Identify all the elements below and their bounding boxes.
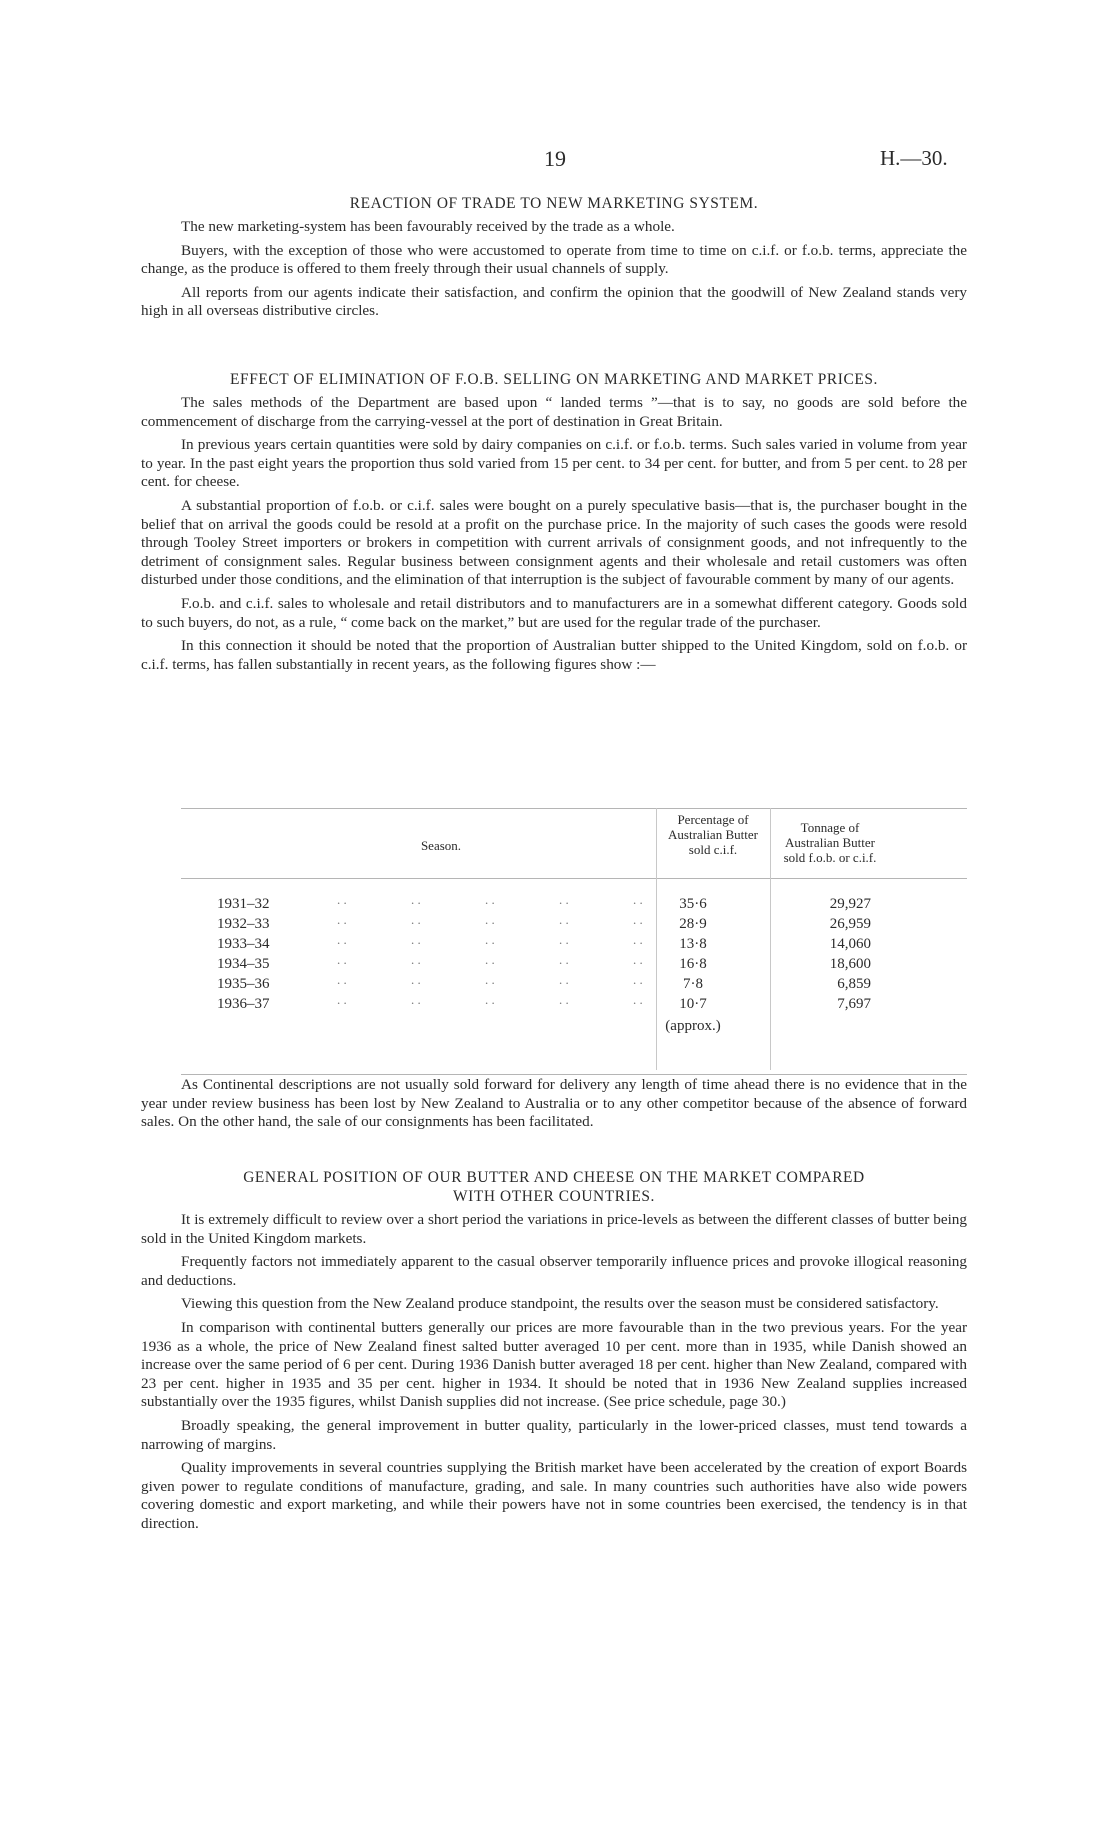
section-continental (141, 1076, 967, 1132)
paragraph: In previous years certain quantities were sold by dairy companies on c.i.f. or f.o.b. terms. Such sales varied in volume from year to year. In the past eight years the proportion thus sold varied from 15 per cent. to 34 per cent. for butter, and from 5 per cent. to 28 per cent. for cheese. (141, 436, 967, 491)
tonnage-cell: 14,060 (829, 936, 871, 952)
paragraph: The new marketing-system has been favourably received by the trade as a whole. (181, 218, 675, 235)
leader-dots: . . . . . . . . . . (337, 892, 643, 907)
season-cell: 1933–34 (217, 936, 270, 952)
percentage-cell: 16·8 (679, 956, 707, 972)
season-cell: 1935–36 (217, 976, 270, 992)
section-general-position (141, 1168, 967, 1534)
tonnage-cell: 18,600 (829, 956, 871, 972)
percentage-cell: 35·6 (679, 896, 707, 912)
table-header-rule (181, 878, 967, 879)
season-cell: 1936–37 (217, 996, 270, 1012)
leader-dots: . . . . . . . . . . (337, 992, 643, 1007)
season-cell: 1932–33 (217, 916, 270, 932)
paragraph: In this connection it should be noted that the proportion of Australian butter shipped to the United Kingdom, sold on f.o.b. or c.i.f. terms, has fallen substantially in recent years, as the following figures show :— (141, 637, 967, 673)
paragraph: Frequently factors not immediately apparent to the casual observer temporarily influence prices and provoke illogical reasoning and deductions. (141, 1253, 967, 1289)
document-reference: H.—30. (880, 146, 948, 170)
section-elimination (141, 370, 967, 674)
percentage-cell: 28·9 (679, 916, 707, 932)
section-heading-general-line2: WITH OTHER COUNTRIES. (453, 1188, 655, 1205)
australian-butter-table (141, 800, 967, 1075)
section-heading-general-line1: GENERAL POSITION OF OUR BUTTER AND CHEESE ON THE MARKET COMPARED (243, 1169, 865, 1186)
section-heading-reaction: REACTION OF TRADE TO NEW MARKETING SYSTEM. (349, 195, 759, 212)
percentage-cell: 10·7 (679, 996, 707, 1012)
table-header-tonnage: Tonnage of Australian Butter sold f.o.b. or c.i.f. (783, 820, 877, 865)
paragraph: As Continental descriptions are not usually sold forward for delivery any length of time ahead there is no evidence that in the year under review business has been lost by New Zealand to Australia or to any other competitor because of the absence of forward sales. On the other hand, the sale of our consignments has been facilitated. (141, 1076, 967, 1131)
approx-note: (approx.) (665, 1018, 721, 1034)
percentage-cell: 13·8 (679, 936, 707, 952)
table-header-percentage: Percentage of Australian Butter sold c.i.f. (668, 812, 758, 857)
percentage-cell: 7·8 (683, 976, 703, 992)
tonnage-cell: 26,959 (829, 916, 871, 932)
tonnage-cell: 6,859 (837, 976, 871, 992)
leader-dots: . . . . . . . . . . (337, 912, 643, 927)
leader-dots: . . . . . . . . . . (337, 952, 643, 967)
tonnage-cell: 29,927 (829, 896, 871, 912)
paragraph: Buyers, with the exception of those who were accustomed to operate from time to time on c.i.f. or f.o.b. terms, appreciate the change, as the produce is offered to them freely through their usual channels of supply. (141, 241, 967, 278)
table-bottom-rule (181, 1074, 967, 1075)
table-row (141, 992, 967, 1016)
paragraph: Broadly speaking, the general improvement in butter quality, particularly in the lower-priced classes, must tend towards a narrowing of margins. (141, 1416, 967, 1453)
season-cell: 1931–32 (217, 896, 270, 912)
paragraph: Quality improvements in several countries supplying the British market have been accelerated by the creation of export Boards given power to regulate conditions of manufacture, grading, and sale. In many countries such authorities have also wide powers covering domestic and export marketing, and while their powers have not in some countries been exercised, the tendency is in that direction. (141, 1459, 967, 1532)
paragraph: All reports from our agents indicate their satisfaction, and confirm the opinion that the goodwill of New Zealand stands very high in all overseas distributive circles. (141, 283, 967, 320)
paragraph: A substantial proportion of f.o.b. or c.i.f. sales were bought on a purely speculative basis—that is, the purchaser bought in the belief that on arrival the goods could be resold at a profit on the purchase price. In the majority of such cases the goods were resold through Tooley Street importers or brokers in competition with current arrivals of consignment goods, and not infrequently to the detriment of consignment sales. Regular business between consignment agents and their wholesale and retail customers was often disturbed under those conditions, and the elimination of that interruption is the subject of favourable comment by many of our agents. (141, 496, 967, 589)
page-number: 19 (544, 146, 566, 171)
table-top-rule (181, 808, 967, 809)
tonnage-cell: 7,697 (837, 996, 871, 1012)
season-cell: 1934–35 (217, 956, 270, 972)
paragraph: Viewing this question from the New Zealand produce standpoint, the results over the season must be considered satisfactory. (181, 1295, 939, 1313)
paragraph: The sales methods of the Department are based upon “ landed terms ”—that is to say, no goods are sold before the commencement of discharge from the carrying-vessel at the port of destination in Great Britain. (141, 394, 967, 430)
paragraph: It is extremely difficult to review over a short period the variations in price-levels as between the different classes of butter being sold in the United Kingdom markets. (141, 1211, 967, 1247)
leader-dots: . . . . . . . . . . (337, 972, 643, 987)
paragraph: F.o.b. and c.i.f. sales to wholesale and retail distributors and to manufacturers are in a somewhat different category. Goods sold to such buyers, do not, as a rule, “ come back on the market,” but are used for the regular trade of the purchaser. (141, 594, 967, 631)
table-header-season: Season. (420, 838, 462, 853)
section-reaction (141, 194, 967, 321)
paragraph: In comparison with continental butters generally our prices are more favourable than in the two previous years. For the year 1936 as a whole, the price of New Zealand finest salted butter averaged 10 per cent. more than in 1935, while Danish showed an increase over the same period of 6 per cent. During 1936 Danish butter averaged 18 per cent. higher than New Zealand, compared with 23 per cent. higher in 1935 and 35 per cent. higher in 1934. It should be noted that in 1936 New Zealand supplies increased substantially over the 1935 figures, whilst Danish supplies did not increase. (See price schedule, page 30.) (141, 1318, 967, 1411)
section-heading-elimination: EFFECT OF ELIMINATION OF F.O.B. SELLING ON MARKETING AND MARKET PRICES. (230, 371, 878, 388)
leader-dots: . . . . . . . . . . (337, 932, 643, 947)
